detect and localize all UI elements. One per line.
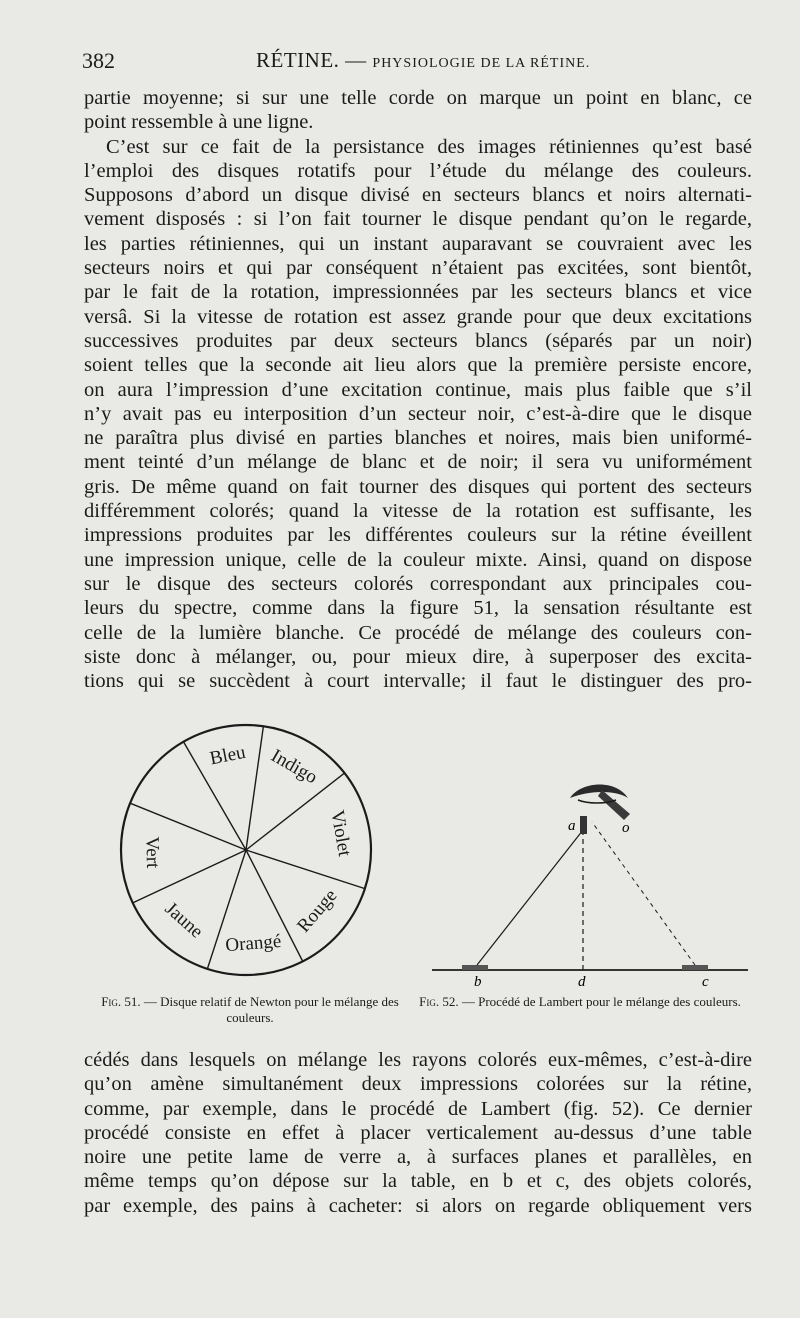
header-title: RÉTINE.	[256, 48, 340, 72]
running-header	[80, 46, 752, 76]
sector-label: Rouge	[293, 885, 342, 937]
text-line: impressions produites par les différentes couleurs sur la rétine éveillent	[84, 524, 752, 547]
figure-52-caption-text: — Procédé de Lambert pour le mélange des couleurs.	[461, 994, 741, 1009]
sector-boundary	[246, 726, 263, 850]
sector-label: Violet	[326, 808, 356, 858]
text-line: on aura l’impression d’une excitation continue, mais plus faible que s’il	[84, 378, 752, 401]
sector-label: Orangé	[224, 930, 283, 957]
text-line: point ressemble à une ligne.	[84, 111, 314, 134]
text-line: cédés dans lesquels on mélange les rayons colorés eux-mêmes, c’est-à-dire	[84, 1049, 752, 1071]
lambert-drawing	[420, 760, 760, 990]
text-line: n’y avait pas eu interposition d’un secteur noir, c’est-à-dire que le disque	[84, 402, 752, 425]
text-line: celle de la lumière blanche. Ce procédé de mélange des couleurs con-	[84, 621, 752, 644]
text-line: par le fait de la rotation, impressionnées par les secteurs blancs et vice	[84, 281, 752, 304]
ray-c	[592, 822, 695, 965]
header-separator: —	[345, 48, 367, 72]
text-line: soient telles que la seconde ait lieu alors que la première persiste encore,	[84, 354, 752, 377]
text-line: noire une petite lame de verre a, à surfaces planes et parallèles, en	[84, 1146, 752, 1169]
text-line: ment teinté d’un mélange de blanc et de noir; il sera vu uniformément	[84, 451, 752, 474]
newton-disc-drawing	[100, 710, 400, 995]
label-d: d	[578, 974, 586, 990]
text-line: les parties rétiniennes, qui un instant auparavant se couvraient avec les	[84, 232, 752, 255]
figure-51-caption-text: — Disque relatif de Newton pour le mélange des couleurs.	[143, 994, 399, 1025]
text-line: leurs du spectre, comme dans la figure 51, la sensation résultante est	[84, 597, 752, 620]
label-b: b	[474, 974, 482, 990]
text-line: vement disposés : si l’on fait tourner le disque pendant qu’on le regarde,	[84, 208, 752, 231]
text-line: Supposons d’abord un disque divisé en secteurs blancs et noirs alternati-	[84, 184, 752, 207]
text-line: versâ. Si la vitesse de rotation est assez grande pour que deux excitations	[84, 305, 752, 328]
text-line: siste donc à mélanger, ou, pour mieux dire, à superposer des excita-	[84, 645, 752, 668]
label-o: o	[622, 820, 630, 836]
object-b	[462, 965, 488, 970]
text-line: par exemple, des pains à cacheter: si alors on regarde obliquement vers	[84, 1194, 752, 1217]
figure-51-caption	[100, 994, 400, 1026]
object-c	[682, 965, 708, 970]
header-subtitle: PHYSIOLOGIE DE LA RÉTINE.	[372, 56, 591, 71]
text-line: différemment colorés; quand la vitesse de la rotation est suffisante, les	[84, 500, 752, 523]
text-line: secteurs noirs et qui par conséquent n’étaient pas excitées, sont bientôt,	[84, 257, 752, 280]
sector-boundary	[246, 850, 365, 889]
text-line: qu’on amène simultanément deux impressions colorées sur la rétine,	[84, 1073, 752, 1096]
text-line: C’est sur ce fait de la persistance des images rétiniennes qu’est basé	[106, 135, 752, 158]
text-line: l’emploi des disques rotatifs pour l’étude du mélange des couleurs.	[84, 159, 752, 182]
newton-disc-figure	[100, 710, 400, 995]
sector-label: Bleu	[208, 741, 248, 770]
text-line: sur le disque des secteurs colorés correspondant aux principales cou-	[84, 572, 752, 595]
eye-drawing	[570, 784, 630, 820]
figure-52-label: Fig. 52.	[419, 994, 459, 1009]
sector-label: Indigo	[267, 745, 321, 789]
text-line: partie moyenne; si sur une telle corde on marque un point en blanc, ce	[84, 87, 752, 109]
page-number: 382	[82, 48, 115, 73]
figure-52-caption	[410, 994, 750, 1010]
text-line: comme, par exemple, dans le procédé de Lambert (fig. 52). Ce dernier	[84, 1097, 752, 1120]
text-line: ne paraîtra plus divisé en parties blanches et noires, mais bien uniformé-	[84, 427, 752, 450]
text-line: successives produites par deux secteurs blancs (séparés par un noir)	[84, 329, 752, 352]
sector-label: Jaune	[160, 898, 207, 943]
text-line: une impression unique, celle de la couleur mixte. Ainsi, quand on dispose	[84, 548, 752, 571]
ray-b	[477, 830, 583, 965]
body-text-top	[84, 86, 752, 693]
figure-51-label: Fig. 51.	[101, 994, 141, 1009]
glass-a	[580, 816, 587, 834]
lambert-method-figure	[420, 760, 760, 990]
text-line: procédé consiste en effet à placer verticalement au-dessus d’une table	[84, 1121, 752, 1144]
text-line: gris. De même quand on fait tourner des disques qui portent des secteurs	[84, 475, 752, 498]
label-c: c	[702, 974, 709, 990]
text-line: même temps qu’on dépose sur la table, en b et c, des objets colorés,	[84, 1170, 752, 1193]
body-text-bottom	[84, 1048, 752, 1218]
text-line: tions qui se succèdent à court intervalle; il faut le distinguer des pro-	[84, 670, 752, 693]
sector-label: Vert	[141, 836, 164, 869]
running-title	[256, 48, 590, 73]
label-a: a	[568, 818, 576, 834]
